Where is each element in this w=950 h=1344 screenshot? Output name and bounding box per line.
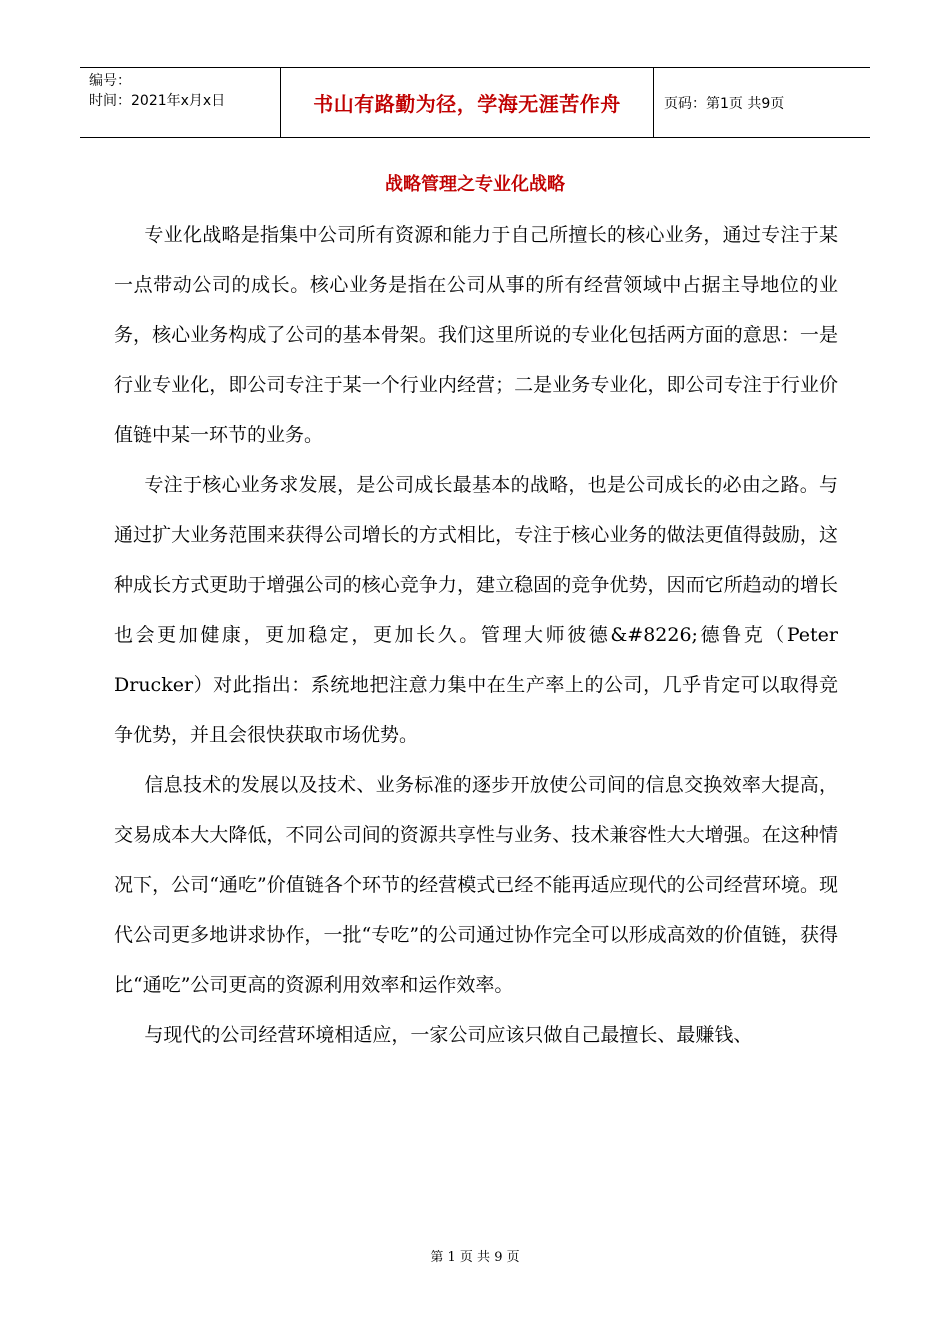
paragraph-2: 专注于核心业务求发展，是公司成长最基本的战略，也是公司成长的必由之路。与通过扩大业务范围来获得公司增长的方式相比，专注于核心业务的做法更值得鼓励，这种成长方式更助于增强公司的核心竞争力，建立稳固的竞争优势，因而它所趋动的增长也会更加健康，更加稳定，更加长久。管理大师彼德&#8226;德鲁克（Peter Drucker）对此指出：系统地把注意力集中在生产率上的公司，几乎肯定可以取得竞争优势，并且会很快获取市场优势。 — [114, 474, 838, 746]
paragraph-4: 与现代的公司经营环境相适应，一家公司应该只做自己最擅长、最赚钱、 — [144, 1024, 753, 1046]
document-title: 战略管理之专业化战略 — [385, 174, 565, 195]
paragraph-1: 专业化战略是指集中公司所有资源和能力于自己所擅长的核心业务，通过专注于某一点带动公司的成长。核心业务是指在公司从事的所有经营领域中占据主导地位的业务，核心业务构成了公司的基本骨架。我们这里所说的专业化包括两方面的意思：一是行业专业化，即公司专注于某一个行业内经营；二是业务专业化，即公司专注于行业价值链中某一环节的业务。 — [114, 224, 838, 446]
header-page-info: 页码：第1页 共9页 — [664, 95, 785, 112]
header-table — [80, 67, 870, 138]
paragraph-3: 信息技术的发展以及技术、业务标准的逐步开放使公司间的信息交换效率大提高，交易成本大大降低，不同公司间的资源共享性与业务、技术兼容性大大增强。在这种情况下，公司“通吃”价值链各个环节的经营模式已经不能再适应现代的公司经营环境。现代公司更多地讲求协作，一批“专吃”的公司通过协作完全可以形成高效的价值链，获得比“通吃”公司更高的资源利用效率和运作效率。 — [114, 774, 838, 996]
header-meta — [80, 68, 281, 137]
header-motto: 书山有路勤为径，学海无涯苦作舟 — [281, 68, 654, 137]
number-label: 编号： — [89, 73, 131, 89]
page-footer: 第 1 页 共 9 页 — [430, 1250, 520, 1265]
time-label: 时间：2021年x月x日 — [89, 93, 226, 109]
document-body — [114, 210, 838, 1060]
